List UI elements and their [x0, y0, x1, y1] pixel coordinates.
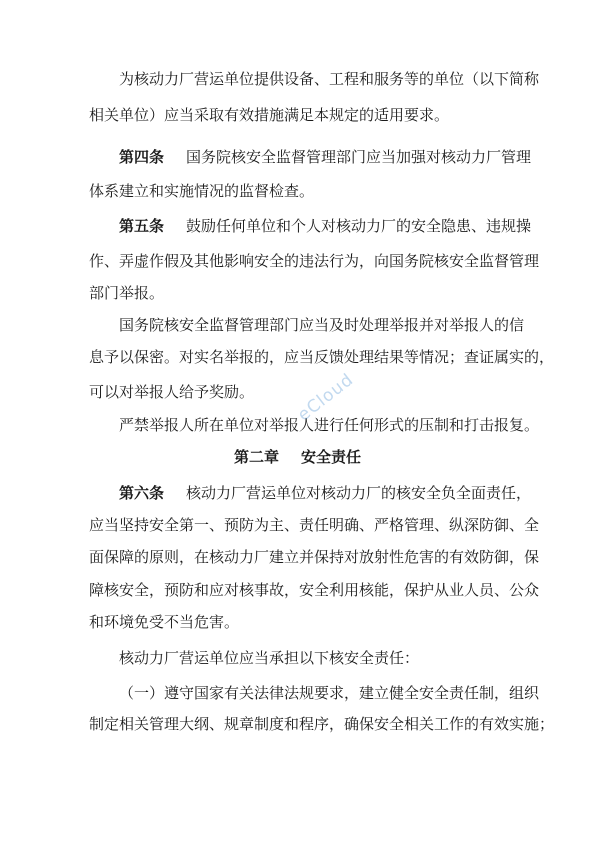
article-5-line	[119, 215, 549, 237]
article-5-label: 第五条	[119, 217, 165, 235]
paragraph-line: 息予以保密。对实名举报的，应当反馈处理结果等情况；查证属实的，	[89, 348, 555, 366]
paragraph-line: 国务院核安全监督管理部门应当及时处理举报并对举报人的信	[119, 316, 525, 334]
paragraph-line: 制定相关管理大纲、规章制度和程序，确保安全相关工作的有效实施；	[89, 715, 555, 733]
paragraph-line: 应当坚持安全第一、预防为主、责任明确、严格管理、纵深防御、全	[89, 516, 540, 534]
chapter-title: 安全责任	[301, 448, 362, 466]
paragraph-line: （一）遵守国家有关法律法规要求，建立健全安全责任制，组织	[119, 684, 540, 702]
paragraph-line: 作、弄虚作假及其他影响安全的违法行为，向国务院核安全监督管理	[89, 252, 540, 270]
paragraph-line: 面保障的原则，在核动力厂建立并保持对放射性危害的有效防御，保	[89, 548, 540, 566]
paragraph-line: 部门举报。	[89, 284, 165, 302]
article-6-label: 第六条	[119, 484, 165, 502]
paragraph-line: 体系建立和实施情况的监督检查。	[89, 182, 315, 200]
article-5-text: 鼓励任何单位和个人对核动力厂的安全隐患、违规操	[186, 217, 532, 235]
paragraph-line: 为核动力厂营运单位提供设备、工程和服务等的单位（以下简称	[119, 70, 540, 88]
paragraph-line: 核动力厂营运单位应当承担以下核安全责任：	[119, 649, 420, 667]
paragraph-line: 相关单位）应当采取有效措施满足本规定的适用要求。	[89, 106, 450, 124]
watermark: eCloud	[294, 369, 358, 426]
article-6-text: 核动力厂营运单位对核动力厂的核安全负全面责任，	[186, 484, 532, 502]
article-4-text: 国务院核安全监督管理部门应当加强对核动力厂管理	[186, 148, 532, 166]
article-4-label: 第四条	[119, 148, 165, 166]
article-4-line	[119, 146, 549, 168]
paragraph-line: 可以对举报人给予奖励。	[89, 383, 255, 401]
chapter-heading	[0, 446, 595, 468]
paragraph-line: 障核安全，预防和应对核事故，安全利用核能，保护从业人员、公众	[89, 581, 540, 599]
paragraph-line: 严禁举报人所在单位对举报人进行任何形式的压制和打击报复。	[119, 416, 540, 434]
chapter-number: 第二章	[233, 448, 279, 466]
paragraph-line: 和环境免受不当危害。	[89, 613, 240, 631]
article-6-line	[119, 482, 549, 504]
